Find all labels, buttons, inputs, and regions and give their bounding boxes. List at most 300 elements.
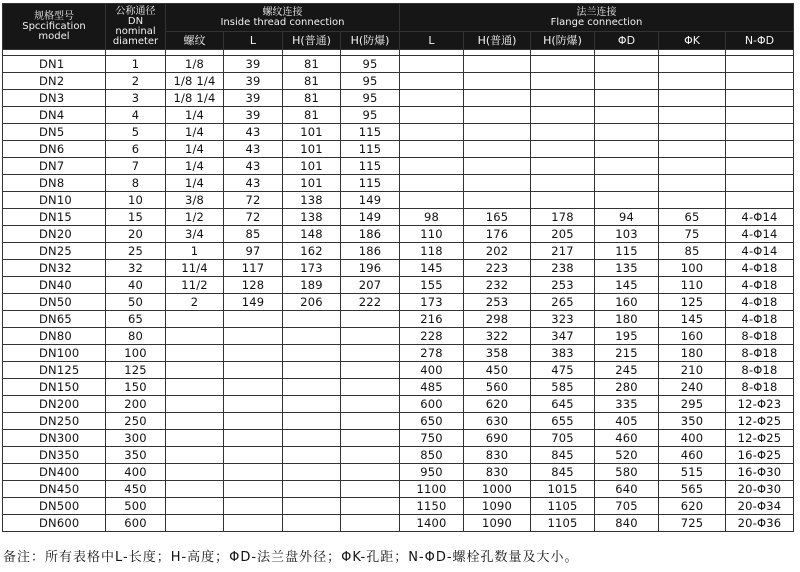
cell-thread-size: 3/8 <box>166 192 224 209</box>
cell-flange-od: 215 <box>595 345 659 362</box>
cell-flange-l: 650 <box>400 413 464 430</box>
cell-flange-l: 485 <box>400 379 464 396</box>
cell-bolt-holes: 4-Φ18 <box>726 294 794 311</box>
cell-thread-l: 39 <box>224 73 283 90</box>
cell-flange-l: 1150 <box>400 498 464 515</box>
cell-model: DN3 <box>3 90 106 107</box>
cell-flange-l <box>400 124 464 141</box>
cell-dn: 2 <box>106 73 166 90</box>
cell-thread-h-normal: 173 <box>283 260 341 277</box>
cell-flange-pcd: 180 <box>659 345 726 362</box>
cell-bolt-holes <box>726 107 794 124</box>
cell-dn: 300 <box>106 430 166 447</box>
cell-thread-h-explosion <box>341 498 400 515</box>
cell-model: DN5 <box>3 124 106 141</box>
table-row <box>3 107 794 124</box>
cell-thread-size: 1/4 <box>166 107 224 124</box>
cell-model: DN20 <box>3 226 106 243</box>
cell-thread-l: 117 <box>224 260 283 277</box>
cell-bolt-holes: 12-Φ23 <box>726 396 794 413</box>
cell-flange-od: 840 <box>595 515 659 532</box>
cell-thread-h-normal <box>283 362 341 379</box>
cell-flange-pcd: 100 <box>659 260 726 277</box>
cell-thread-h-explosion: 115 <box>341 141 400 158</box>
cell-bolt-holes <box>726 175 794 192</box>
cell-flange-l: 278 <box>400 345 464 362</box>
cell-bolt-holes: 20-Φ34 <box>726 498 794 515</box>
cell-flange-h-explosion <box>531 107 595 124</box>
header-thread-cn: 螺纹连接 <box>262 6 303 18</box>
cell-bolt-holes <box>726 158 794 175</box>
cell-thread-l: 43 <box>224 175 283 192</box>
cell-flange-h-normal: 358 <box>464 345 531 362</box>
cell-thread-l <box>224 345 283 362</box>
cell-thread-h-normal <box>283 498 341 515</box>
cell-thread-h-explosion: 115 <box>341 158 400 175</box>
cell-flange-h-explosion: 205 <box>531 226 595 243</box>
cell-thread-h-normal <box>283 464 341 481</box>
cell-flange-pcd: 460 <box>659 447 726 464</box>
header-model-cn: 规格型号 <box>34 10 74 22</box>
cell-flange-pcd: 295 <box>659 396 726 413</box>
table-row <box>3 345 794 362</box>
cell-flange-l: 1400 <box>400 515 464 532</box>
cell-model: DN4 <box>3 107 106 124</box>
table-row <box>3 430 794 447</box>
cell-flange-h-explosion <box>531 73 595 90</box>
cell-thread-h-explosion <box>341 328 400 345</box>
subheader-thread-h-explosion: H(防爆) <box>341 32 400 50</box>
cell-thread-h-explosion <box>341 379 400 396</box>
cell-flange-l: 600 <box>400 396 464 413</box>
cell-dn: 4 <box>106 107 166 124</box>
table-row <box>3 294 794 311</box>
cell-model: DN1 <box>3 56 106 73</box>
cell-model: DN6 <box>3 141 106 158</box>
cell-dn: 350 <box>106 447 166 464</box>
cell-thread-l: 72 <box>224 192 283 209</box>
cell-model: DN2 <box>3 73 106 90</box>
cell-thread-l: 85 <box>224 226 283 243</box>
cell-flange-h-explosion: 645 <box>531 396 595 413</box>
cell-thread-l: 72 <box>224 209 283 226</box>
cell-thread-h-explosion: 95 <box>341 90 400 107</box>
header-dn-cn: 公称通径 <box>115 5 156 17</box>
cell-bolt-holes: 8-Φ18 <box>726 328 794 345</box>
header-dn-en3: diameter <box>112 35 159 47</box>
cell-dn: 80 <box>106 328 166 345</box>
cell-flange-h-normal: 1090 <box>464 515 531 532</box>
cell-flange-h-explosion <box>531 124 595 141</box>
table-row <box>3 328 794 345</box>
cell-dn: 250 <box>106 413 166 430</box>
cell-flange-od: 135 <box>595 260 659 277</box>
cell-thread-h-explosion <box>341 430 400 447</box>
cell-flange-h-normal: 223 <box>464 260 531 277</box>
cell-flange-od: 405 <box>595 413 659 430</box>
spec-table <box>2 3 794 532</box>
cell-thread-h-explosion: 95 <box>341 107 400 124</box>
cell-flange-l <box>400 141 464 158</box>
table-row <box>3 209 794 226</box>
table-header <box>3 4 794 50</box>
cell-flange-h-explosion <box>531 90 595 107</box>
cell-flange-pcd: 350 <box>659 413 726 430</box>
cell-thread-size <box>166 430 224 447</box>
cell-flange-pcd: 515 <box>659 464 726 481</box>
cell-bolt-holes: 4-Φ18 <box>726 311 794 328</box>
header-flange-en: Flange connection <box>550 16 643 28</box>
cell-flange-pcd <box>659 56 726 73</box>
cell-flange-l: 118 <box>400 243 464 260</box>
cell-flange-od <box>595 175 659 192</box>
cell-flange-l: 145 <box>400 260 464 277</box>
cell-flange-od: 640 <box>595 481 659 498</box>
table-row <box>3 192 794 209</box>
cell-thread-h-normal: 101 <box>283 124 341 141</box>
cell-thread-size <box>166 362 224 379</box>
cell-thread-h-explosion: 95 <box>341 73 400 90</box>
cell-bolt-holes <box>726 90 794 107</box>
cell-bolt-holes <box>726 141 794 158</box>
cell-model: DN8 <box>3 175 106 192</box>
cell-model: DN32 <box>3 260 106 277</box>
cell-bolt-holes <box>726 56 794 73</box>
cell-thread-h-explosion <box>341 396 400 413</box>
table-row <box>3 447 794 464</box>
cell-flange-l: 1100 <box>400 481 464 498</box>
cell-flange-h-explosion: 323 <box>531 311 595 328</box>
cell-flange-h-explosion: 253 <box>531 277 595 294</box>
cell-bolt-holes: 12-Φ25 <box>726 413 794 430</box>
cell-model: DN450 <box>3 481 106 498</box>
header-model-en1: Spccification <box>22 20 86 32</box>
cell-flange-h-explosion <box>531 56 595 73</box>
cell-thread-size <box>166 481 224 498</box>
cell-flange-l <box>400 158 464 175</box>
cell-flange-l: 98 <box>400 209 464 226</box>
cell-flange-l: 110 <box>400 226 464 243</box>
cell-dn: 8 <box>106 175 166 192</box>
cell-flange-l <box>400 90 464 107</box>
cell-dn: 10 <box>106 192 166 209</box>
cell-flange-od <box>595 56 659 73</box>
cell-thread-size: 1/4 <box>166 175 224 192</box>
table-row <box>3 481 794 498</box>
cell-thread-size: 1/4 <box>166 158 224 175</box>
cell-flange-pcd: 400 <box>659 430 726 447</box>
cell-dn: 7 <box>106 158 166 175</box>
cell-thread-h-normal: 138 <box>283 192 341 209</box>
table-row <box>3 158 794 175</box>
cell-flange-l <box>400 175 464 192</box>
cell-thread-h-explosion: 207 <box>341 277 400 294</box>
cell-flange-pcd <box>659 141 726 158</box>
cell-flange-l: 850 <box>400 447 464 464</box>
cell-flange-pcd: 75 <box>659 226 726 243</box>
cell-thread-size: 1 <box>166 243 224 260</box>
cell-flange-pcd <box>659 90 726 107</box>
cell-thread-h-normal: 81 <box>283 90 341 107</box>
cell-flange-h-normal: 630 <box>464 413 531 430</box>
cell-flange-pcd: 210 <box>659 362 726 379</box>
cell-dn: 200 <box>106 396 166 413</box>
cell-dn: 25 <box>106 243 166 260</box>
cell-dn: 40 <box>106 277 166 294</box>
cell-flange-pcd: 620 <box>659 498 726 515</box>
cell-thread-h-explosion <box>341 447 400 464</box>
cell-thread-size: 1/8 1/4 <box>166 73 224 90</box>
cell-dn: 1 <box>106 56 166 73</box>
cell-model: DN300 <box>3 430 106 447</box>
cell-flange-h-normal: 450 <box>464 362 531 379</box>
cell-flange-od: 94 <box>595 209 659 226</box>
cell-flange-l <box>400 107 464 124</box>
cell-flange-h-normal: 620 <box>464 396 531 413</box>
cell-model: DN500 <box>3 498 106 515</box>
cell-thread-h-normal <box>283 481 341 498</box>
cell-thread-l <box>224 515 283 532</box>
table-row <box>3 260 794 277</box>
cell-thread-h-normal: 101 <box>283 158 341 175</box>
table-row <box>3 90 794 107</box>
cell-thread-size: 3/4 <box>166 226 224 243</box>
cell-flange-h-normal: 232 <box>464 277 531 294</box>
cell-thread-h-explosion: 149 <box>341 192 400 209</box>
cell-flange-h-normal <box>464 90 531 107</box>
cell-thread-h-explosion: 95 <box>341 56 400 73</box>
cell-thread-size <box>166 498 224 515</box>
cell-thread-size <box>166 515 224 532</box>
cell-flange-l: 173 <box>400 294 464 311</box>
cell-bolt-holes: 8-Φ18 <box>726 362 794 379</box>
cell-dn: 400 <box>106 464 166 481</box>
cell-flange-h-explosion: 1105 <box>531 498 595 515</box>
cell-thread-size: 2 <box>166 294 224 311</box>
cell-flange-h-explosion: 845 <box>531 464 595 481</box>
cell-flange-l <box>400 192 464 209</box>
subheader-thread-l: L <box>224 32 283 50</box>
cell-flange-od: 195 <box>595 328 659 345</box>
cell-flange-l: 950 <box>400 464 464 481</box>
cell-flange-h-explosion: 383 <box>531 345 595 362</box>
cell-thread-size <box>166 328 224 345</box>
cell-flange-h-explosion: 475 <box>531 362 595 379</box>
cell-thread-h-explosion: 196 <box>341 260 400 277</box>
header-dn-en2: nominal <box>115 25 156 37</box>
cell-model: DN350 <box>3 447 106 464</box>
cell-flange-h-normal: 1000 <box>464 481 531 498</box>
cell-dn: 100 <box>106 345 166 362</box>
cell-thread-l <box>224 379 283 396</box>
header-flange-group <box>400 4 794 32</box>
cell-flange-h-explosion: 238 <box>531 260 595 277</box>
cell-model: DN600 <box>3 515 106 532</box>
cell-flange-h-normal: 165 <box>464 209 531 226</box>
cell-model: DN50 <box>3 294 106 311</box>
cell-model: DN40 <box>3 277 106 294</box>
cell-flange-h-explosion: 655 <box>531 413 595 430</box>
table-row <box>3 226 794 243</box>
subheader-flange-od: ΦD <box>595 32 659 50</box>
cell-flange-h-explosion: 347 <box>531 328 595 345</box>
cell-thread-l <box>224 498 283 515</box>
cell-bolt-holes: 4-Φ14 <box>726 209 794 226</box>
cell-bolt-holes <box>726 192 794 209</box>
cell-dn: 6 <box>106 141 166 158</box>
cell-flange-pcd: 160 <box>659 328 726 345</box>
header-model-en2: model <box>38 30 70 42</box>
cell-flange-od <box>595 192 659 209</box>
cell-flange-l: 400 <box>400 362 464 379</box>
cell-thread-h-explosion <box>341 515 400 532</box>
cell-thread-h-normal: 81 <box>283 107 341 124</box>
cell-thread-h-normal <box>283 328 341 345</box>
cell-flange-l <box>400 56 464 73</box>
cell-thread-h-normal <box>283 515 341 532</box>
cell-thread-size <box>166 396 224 413</box>
cell-bolt-holes: 20-Φ36 <box>726 515 794 532</box>
cell-thread-h-normal <box>283 396 341 413</box>
cell-flange-od: 280 <box>595 379 659 396</box>
table-body <box>3 56 794 532</box>
cell-flange-od: 335 <box>595 396 659 413</box>
cell-flange-od: 520 <box>595 447 659 464</box>
cell-flange-h-normal <box>464 158 531 175</box>
cell-flange-h-explosion: 705 <box>531 430 595 447</box>
subheader-flange-h-explosion: H(防爆) <box>531 32 595 50</box>
cell-thread-h-normal: 138 <box>283 209 341 226</box>
cell-flange-h-explosion: 1105 <box>531 515 595 532</box>
cell-bolt-holes: 8-Φ18 <box>726 379 794 396</box>
cell-dn: 3 <box>106 90 166 107</box>
cell-thread-h-explosion <box>341 345 400 362</box>
table-row <box>3 243 794 260</box>
cell-thread-h-explosion <box>341 362 400 379</box>
cell-thread-h-explosion: 222 <box>341 294 400 311</box>
table-row <box>3 277 794 294</box>
cell-flange-od <box>595 141 659 158</box>
cell-bolt-holes <box>726 73 794 90</box>
cell-thread-size <box>166 379 224 396</box>
footnote: 备注：所有表格中L-长度；H-高度；ΦD-法兰盘外径；ΦK-孔距；N-ΦD-螺栓孔数量及大小。 <box>3 550 579 565</box>
cell-flange-od: 145 <box>595 277 659 294</box>
cell-flange-h-normal <box>464 124 531 141</box>
cell-model: DN250 <box>3 413 106 430</box>
cell-flange-h-normal <box>464 107 531 124</box>
cell-flange-od: 705 <box>595 498 659 515</box>
cell-model: DN25 <box>3 243 106 260</box>
cell-flange-h-normal <box>464 141 531 158</box>
cell-flange-h-normal: 253 <box>464 294 531 311</box>
cell-flange-od <box>595 73 659 90</box>
cell-flange-l: 216 <box>400 311 464 328</box>
header-model <box>3 4 106 50</box>
table-row <box>3 379 794 396</box>
cell-flange-h-normal: 322 <box>464 328 531 345</box>
table-row <box>3 396 794 413</box>
cell-thread-h-normal: 148 <box>283 226 341 243</box>
subheader-flange-l: L <box>400 32 464 50</box>
cell-thread-l <box>224 328 283 345</box>
cell-thread-h-normal <box>283 430 341 447</box>
cell-flange-h-explosion: 585 <box>531 379 595 396</box>
table-row <box>3 141 794 158</box>
cell-flange-pcd: 240 <box>659 379 726 396</box>
cell-flange-pcd: 85 <box>659 243 726 260</box>
cell-flange-h-normal: 690 <box>464 430 531 447</box>
cell-thread-size: 1/4 <box>166 124 224 141</box>
cell-thread-l: 43 <box>224 141 283 158</box>
cell-model: DN10 <box>3 192 106 209</box>
cell-flange-od: 245 <box>595 362 659 379</box>
cell-thread-l <box>224 430 283 447</box>
cell-flange-h-normal <box>464 73 531 90</box>
cell-flange-h-explosion: 845 <box>531 447 595 464</box>
cell-flange-h-normal: 830 <box>464 464 531 481</box>
cell-bolt-holes: 4-Φ18 <box>726 260 794 277</box>
subheader-thread-h-normal: H(普通) <box>283 32 341 50</box>
cell-thread-h-explosion <box>341 464 400 481</box>
cell-flange-pcd <box>659 175 726 192</box>
cell-flange-h-normal: 830 <box>464 447 531 464</box>
cell-flange-od: 580 <box>595 464 659 481</box>
cell-thread-size: 1/8 <box>166 56 224 73</box>
table-row <box>3 515 794 532</box>
table-row <box>3 73 794 90</box>
cell-flange-l: 228 <box>400 328 464 345</box>
cell-thread-h-normal <box>283 447 341 464</box>
cell-flange-od: 460 <box>595 430 659 447</box>
cell-flange-pcd: 565 <box>659 481 726 498</box>
cell-thread-size <box>166 464 224 481</box>
cell-thread-size <box>166 413 224 430</box>
cell-flange-pcd <box>659 124 726 141</box>
cell-flange-od <box>595 90 659 107</box>
cell-flange-od: 160 <box>595 294 659 311</box>
subheader-thread-size: 螺纹 <box>166 32 224 50</box>
header-flange-cn: 法兰连接 <box>576 6 617 18</box>
cell-flange-h-normal: 202 <box>464 243 531 260</box>
cell-flange-h-normal: 560 <box>464 379 531 396</box>
cell-flange-h-normal: 298 <box>464 311 531 328</box>
cell-flange-h-explosion: 265 <box>531 294 595 311</box>
cell-flange-l <box>400 73 464 90</box>
table-row <box>3 56 794 73</box>
cell-flange-l: 155 <box>400 277 464 294</box>
cell-thread-size: 1/8 1/4 <box>166 90 224 107</box>
cell-dn: 125 <box>106 362 166 379</box>
cell-dn: 5 <box>106 124 166 141</box>
cell-flange-h-explosion: 1015 <box>531 481 595 498</box>
cell-bolt-holes: 4-Φ14 <box>726 243 794 260</box>
cell-thread-l <box>224 396 283 413</box>
cell-thread-size: 11/2 <box>166 277 224 294</box>
cell-thread-l <box>224 464 283 481</box>
header-dn-en1: DN <box>127 15 144 27</box>
cell-thread-size <box>166 311 224 328</box>
cell-thread-h-explosion <box>341 311 400 328</box>
cell-dn: 50 <box>106 294 166 311</box>
cell-bolt-holes: 16-Φ25 <box>726 447 794 464</box>
cell-flange-h-normal: 176 <box>464 226 531 243</box>
cell-flange-od: 115 <box>595 243 659 260</box>
cell-flange-pcd: 65 <box>659 209 726 226</box>
cell-thread-l <box>224 481 283 498</box>
table-row <box>3 124 794 141</box>
cell-flange-pcd <box>659 73 726 90</box>
cell-thread-h-explosion: 186 <box>341 226 400 243</box>
